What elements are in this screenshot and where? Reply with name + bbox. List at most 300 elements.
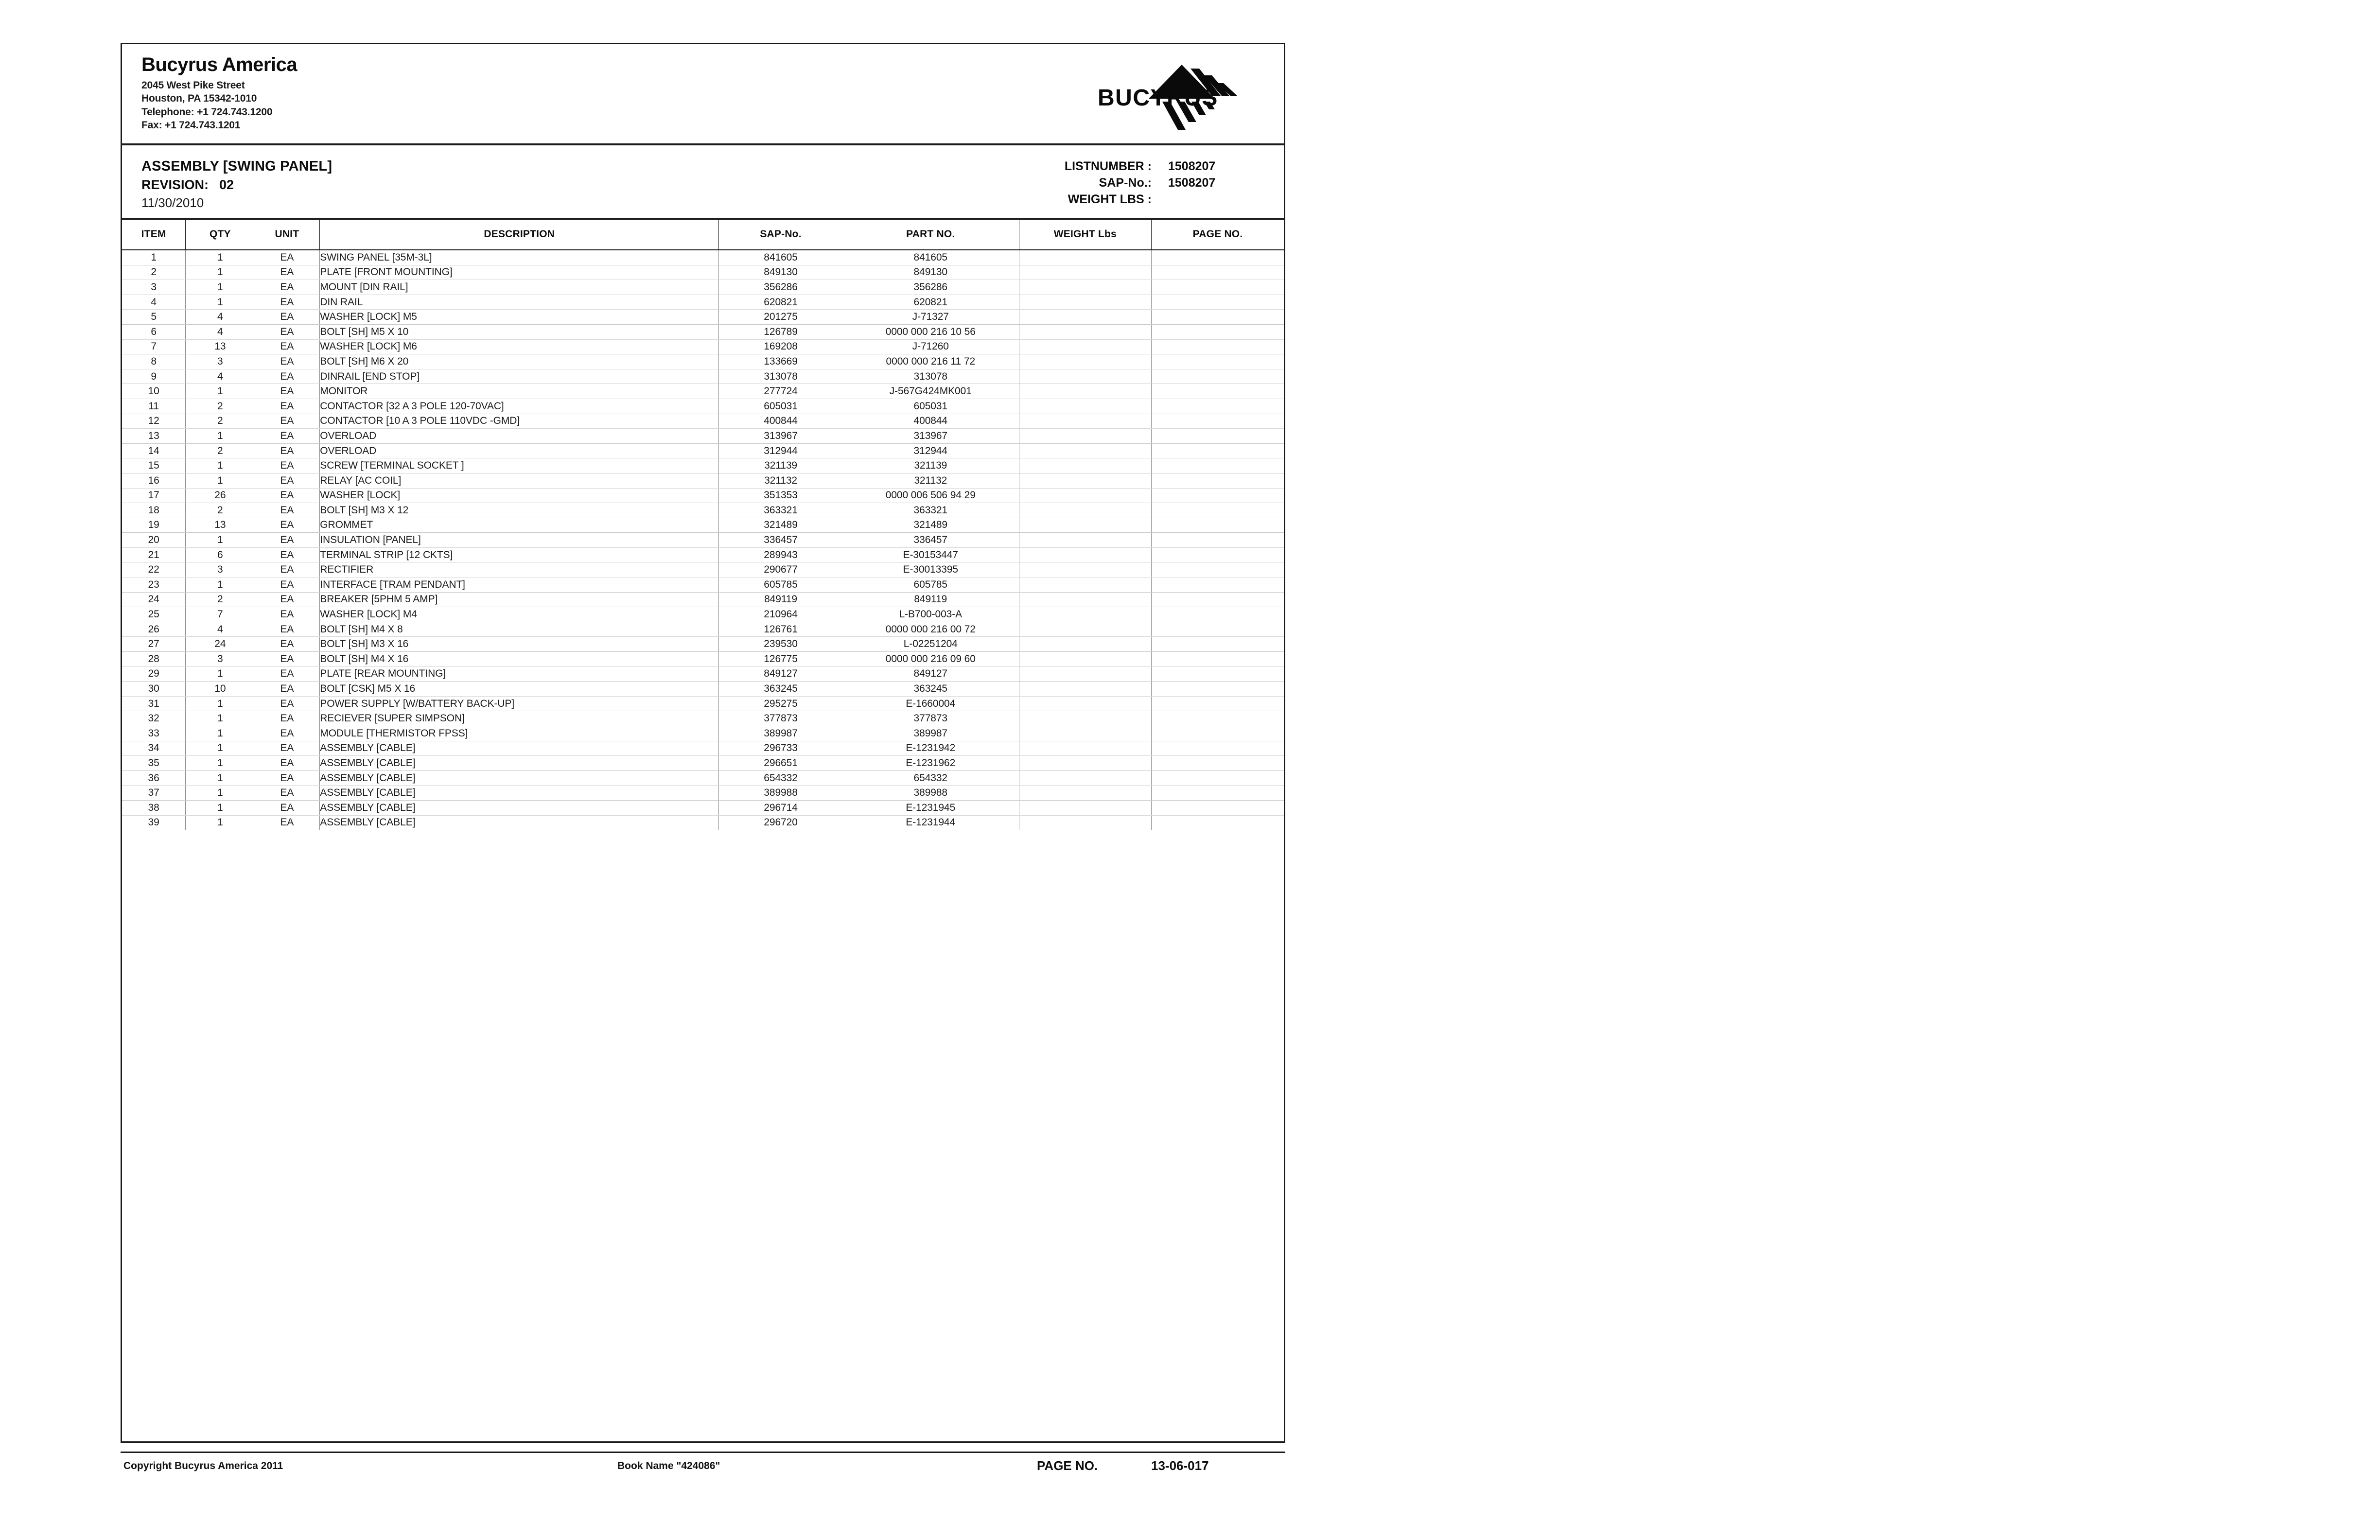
table-row bbox=[122, 711, 1284, 726]
cell-unit: EA bbox=[254, 666, 319, 682]
cell-page-no bbox=[1152, 726, 1284, 741]
cell-sap-no: 312944 bbox=[719, 443, 842, 458]
cell-description: BOLT [SH] M3 X 16 bbox=[320, 637, 719, 652]
cell-page-no bbox=[1152, 696, 1284, 711]
cell-item: 25 bbox=[122, 607, 186, 622]
cell-part-no: 321489 bbox=[842, 518, 1019, 533]
table-row bbox=[122, 265, 1284, 280]
cell-page-no bbox=[1152, 533, 1284, 548]
cell-item: 31 bbox=[122, 696, 186, 711]
cell-unit: EA bbox=[254, 384, 319, 399]
cell-unit: EA bbox=[254, 682, 319, 697]
table-row bbox=[122, 250, 1284, 265]
title-block bbox=[122, 145, 1284, 218]
table-header-row bbox=[122, 219, 1284, 250]
cell-page-no bbox=[1152, 815, 1284, 830]
cell-part-no: J-71327 bbox=[842, 310, 1019, 325]
cell-qty: 1 bbox=[186, 429, 255, 444]
cell-qty: 1 bbox=[186, 741, 255, 756]
cell-sap-no: 363245 bbox=[719, 682, 842, 697]
cell-item: 17 bbox=[122, 488, 186, 503]
cell-sap-no: 654332 bbox=[719, 770, 842, 786]
column-header-qty: QTY bbox=[186, 219, 255, 250]
cell-weight bbox=[1019, 429, 1151, 444]
page-no-value: 13-06-017 bbox=[1151, 1458, 1209, 1473]
cell-weight bbox=[1019, 666, 1151, 682]
cell-qty: 1 bbox=[186, 786, 255, 801]
cell-description: BOLT [SH] M4 X 16 bbox=[320, 652, 719, 667]
issue-date: 11/30/2010 bbox=[141, 195, 204, 210]
cell-qty: 24 bbox=[186, 637, 255, 652]
cell-qty: 1 bbox=[186, 578, 255, 593]
cell-description: WASHER [LOCK] M5 bbox=[320, 310, 719, 325]
cell-unit: EA bbox=[254, 786, 319, 801]
cell-unit: EA bbox=[254, 696, 319, 711]
cell-item: 39 bbox=[148, 817, 159, 828]
table-row bbox=[122, 458, 1284, 473]
table-row bbox=[122, 295, 1284, 310]
cell-page-no bbox=[1152, 637, 1284, 652]
cell-page-no bbox=[1152, 503, 1284, 518]
cell-weight bbox=[1019, 265, 1151, 280]
cell-item: 10 bbox=[122, 384, 186, 399]
table-row bbox=[122, 770, 1284, 786]
page-no-label: PAGE NO. bbox=[1037, 1458, 1098, 1473]
cell-weight bbox=[1019, 770, 1151, 786]
cell-unit: EA bbox=[254, 652, 319, 667]
cell-part-no: 389987 bbox=[842, 726, 1019, 741]
cell-item: 11 bbox=[122, 399, 186, 414]
cell-unit: EA bbox=[254, 547, 319, 562]
cell-sap-no: 605785 bbox=[719, 578, 842, 593]
table-row bbox=[122, 310, 1284, 325]
cell-item: 28 bbox=[122, 652, 186, 667]
table-row bbox=[122, 666, 1284, 682]
cell-unit: EA bbox=[254, 518, 319, 533]
cell-unit: EA bbox=[254, 711, 319, 726]
cell-weight bbox=[1019, 741, 1151, 756]
cell-part-no: 321132 bbox=[842, 473, 1019, 488]
revision-row bbox=[141, 176, 332, 193]
table-row bbox=[122, 414, 1284, 429]
cell-unit: EA bbox=[254, 399, 319, 414]
cell-item: 12 bbox=[122, 414, 186, 429]
cell-item: 6 bbox=[122, 324, 186, 339]
company-street: 2045 West Pike Street bbox=[141, 80, 245, 91]
cell-description: OVERLOAD bbox=[320, 429, 719, 444]
cell-qty: 1 bbox=[186, 533, 255, 548]
cell-qty: 2 bbox=[186, 503, 255, 518]
table-row bbox=[122, 324, 1284, 339]
cell-page-no bbox=[1152, 473, 1284, 488]
cell-sap-no: 605031 bbox=[719, 399, 842, 414]
parts-list-page bbox=[121, 43, 1287, 1491]
cell-description: INTERFACE [TRAM PENDANT] bbox=[320, 578, 719, 593]
cell-page-no bbox=[1152, 770, 1284, 786]
table-row bbox=[122, 429, 1284, 444]
cell-weight bbox=[1019, 458, 1151, 473]
cell-weight bbox=[1019, 533, 1151, 548]
cell-qty: 3 bbox=[186, 652, 255, 667]
cell-part-no: 377873 bbox=[842, 711, 1019, 726]
cell-part-no: 0000 000 216 10 56 bbox=[842, 324, 1019, 339]
cell-weight bbox=[1019, 786, 1151, 801]
column-header-part-no: PART NO. bbox=[842, 219, 1019, 250]
cell-sap-no: 321132 bbox=[719, 473, 842, 488]
revision-value: 02 bbox=[219, 177, 234, 192]
cell-item: 38 bbox=[122, 800, 186, 815]
table-row bbox=[122, 399, 1284, 414]
cell-sap-no: 620821 bbox=[719, 295, 842, 310]
cell-item: 19 bbox=[122, 518, 186, 533]
cell-part-no: L-02251204 bbox=[842, 637, 1019, 652]
cell-sap-no: 336457 bbox=[719, 533, 842, 548]
cell-part-no: E-30153447 bbox=[842, 547, 1019, 562]
cell-sap-no: 289943 bbox=[719, 547, 842, 562]
cell-page-no bbox=[1152, 652, 1284, 667]
cell-unit: EA bbox=[254, 800, 319, 815]
listnumber-row bbox=[910, 158, 1260, 175]
cell-page-no bbox=[1152, 310, 1284, 325]
cell-description: INSULATION [PANEL] bbox=[320, 533, 719, 548]
cell-weight bbox=[1019, 815, 1151, 830]
cell-unit: EA bbox=[254, 310, 319, 325]
cell-page-no bbox=[1152, 756, 1284, 771]
cell-description: SCREW [TERMINAL SOCKET ] bbox=[320, 458, 719, 473]
cell-item: 24 bbox=[122, 592, 186, 607]
cell-weight bbox=[1019, 547, 1151, 562]
company-telephone: Telephone: +1 724.743.1200 bbox=[141, 106, 273, 118]
column-header-item: ITEM bbox=[122, 219, 186, 250]
cell-weight bbox=[1019, 637, 1151, 652]
cell-part-no: 321139 bbox=[842, 458, 1019, 473]
table-row bbox=[122, 547, 1284, 562]
cell-weight bbox=[1019, 756, 1151, 771]
cell-item: 13 bbox=[122, 429, 186, 444]
cell-item: 21 bbox=[122, 547, 186, 562]
bucyrus-diamond-logo-icon bbox=[1095, 61, 1256, 134]
table-row bbox=[122, 622, 1284, 637]
company-address-block bbox=[141, 55, 297, 132]
cell-sap-no: 169208 bbox=[719, 339, 842, 354]
cell-sap-no: 295275 bbox=[719, 696, 842, 711]
cell-unit: EA bbox=[254, 473, 319, 488]
column-header-sap-no: SAP-No. bbox=[719, 219, 842, 250]
cell-qty: 10 bbox=[186, 682, 255, 697]
cell-part-no: E-1231944 bbox=[842, 815, 1019, 830]
cell-description: CONTACTOR [10 A 3 POLE 110VDC -GMD] bbox=[320, 414, 719, 429]
cell-part-no: 849130 bbox=[842, 265, 1019, 280]
copyright-notice: Copyright Bucyrus America 2011 bbox=[123, 1460, 283, 1471]
table-row bbox=[122, 607, 1284, 622]
cell-description: ASSEMBLY [CABLE] bbox=[320, 800, 719, 815]
cell-page-no bbox=[1152, 324, 1284, 339]
table-row bbox=[122, 339, 1284, 354]
cell-weight bbox=[1019, 339, 1151, 354]
cell-item: 26 bbox=[122, 622, 186, 637]
table-row bbox=[122, 503, 1284, 518]
cell-qty: 1 bbox=[186, 295, 255, 310]
cell-part-no: 389988 bbox=[842, 786, 1019, 801]
cell-qty: 1 bbox=[186, 800, 255, 815]
cell-weight bbox=[1019, 682, 1151, 697]
cell-page-no bbox=[1152, 800, 1284, 815]
cell-sap-no: 389987 bbox=[719, 726, 842, 741]
table-row bbox=[122, 384, 1284, 399]
cell-unit: EA bbox=[254, 250, 319, 265]
cell-item: 2 bbox=[122, 265, 186, 280]
cell-item: 3 bbox=[122, 280, 186, 295]
table-row bbox=[122, 443, 1284, 458]
cell-page-no bbox=[1152, 399, 1284, 414]
svg-text:BUCYRUS: BUCYRUS bbox=[1098, 85, 1218, 111]
cell-unit: EA bbox=[254, 443, 319, 458]
cell-page-no bbox=[1152, 786, 1284, 801]
cell-qty: 2 bbox=[186, 592, 255, 607]
cell-unit: EA bbox=[254, 488, 319, 503]
cell-sap-no: 201275 bbox=[719, 310, 842, 325]
cell-unit: EA bbox=[254, 280, 319, 295]
cell-qty: 1 bbox=[186, 770, 255, 786]
cell-description: ASSEMBLY [CABLE] bbox=[320, 770, 719, 786]
cell-item: 15 bbox=[122, 458, 186, 473]
table-row bbox=[122, 473, 1284, 488]
listnumber-label: LISTNUMBER : bbox=[1064, 159, 1152, 173]
cell-unit: EA bbox=[254, 592, 319, 607]
cell-weight bbox=[1019, 384, 1151, 399]
cell-item: 16 bbox=[122, 473, 186, 488]
cell-page-no bbox=[1152, 711, 1284, 726]
cell-part-no: 0000 006 506 94 29 bbox=[842, 488, 1019, 503]
cell-sap-no: 849127 bbox=[719, 666, 842, 682]
cell-unit: EA bbox=[254, 295, 319, 310]
cell-item: 1 bbox=[122, 250, 186, 265]
cell-part-no: E-1231945 bbox=[842, 800, 1019, 815]
company-name: Bucyrus America bbox=[141, 54, 298, 75]
cell-weight bbox=[1019, 578, 1151, 593]
table-row bbox=[122, 696, 1284, 711]
cell-description: RECIEVER [SUPER SIMPSON] bbox=[320, 711, 719, 726]
cell-sap-no: 849119 bbox=[719, 592, 842, 607]
cell-weight bbox=[1019, 800, 1151, 815]
cell-page-no bbox=[1152, 607, 1284, 622]
cell-weight bbox=[1019, 443, 1151, 458]
cell-description: RELAY [AC COIL] bbox=[320, 473, 719, 488]
table-row bbox=[122, 518, 1284, 533]
cell-item: 18 bbox=[122, 503, 186, 518]
cell-qty: 1 bbox=[186, 666, 255, 682]
cell-page-no bbox=[1152, 369, 1284, 384]
cell-page-no bbox=[1152, 666, 1284, 682]
cell-item: 14 bbox=[122, 443, 186, 458]
cell-unit: EA bbox=[254, 622, 319, 637]
table-row bbox=[122, 637, 1284, 652]
cell-weight bbox=[1019, 295, 1151, 310]
cell-qty: 4 bbox=[186, 369, 255, 384]
parts-table-wrap bbox=[122, 218, 1284, 830]
cell-description: WASHER [LOCK] bbox=[320, 488, 719, 503]
column-header-weight-lbs: WEIGHT Lbs bbox=[1019, 219, 1151, 250]
cell-description: ASSEMBLY [CABLE] bbox=[320, 815, 719, 830]
cell-description: POWER SUPPLY [W/BATTERY BACK-UP] bbox=[320, 696, 719, 711]
cell-weight bbox=[1019, 607, 1151, 622]
parts-table bbox=[122, 218, 1284, 830]
cell-unit: EA bbox=[254, 339, 319, 354]
cell-weight bbox=[1019, 592, 1151, 607]
cell-weight bbox=[1019, 354, 1151, 369]
cell-qty: 1 bbox=[186, 458, 255, 473]
cell-item: 7 bbox=[122, 339, 186, 354]
cell-description: WASHER [LOCK] M6 bbox=[320, 339, 719, 354]
cell-qty: 3 bbox=[186, 562, 255, 578]
cell-part-no: 0000 000 216 11 72 bbox=[842, 354, 1019, 369]
cell-part-no: L-B700-003-A bbox=[842, 607, 1019, 622]
cell-part-no: 312944 bbox=[842, 443, 1019, 458]
cell-part-no: 336457 bbox=[842, 533, 1019, 548]
cell-qty: 2 bbox=[186, 443, 255, 458]
cell-weight bbox=[1019, 562, 1151, 578]
table-row bbox=[122, 592, 1284, 607]
cell-part-no: 605031 bbox=[842, 399, 1019, 414]
cell-page-no bbox=[1152, 443, 1284, 458]
cell-unit: EA bbox=[254, 414, 319, 429]
company-fax: Fax: +1 724.743.1201 bbox=[141, 119, 241, 131]
cell-weight bbox=[1019, 250, 1151, 265]
table-row bbox=[122, 562, 1284, 578]
cell-qty: 4 bbox=[186, 324, 255, 339]
cell-page-no bbox=[1152, 280, 1284, 295]
cell-page-no bbox=[1152, 547, 1284, 562]
cell-unit: EA bbox=[254, 770, 319, 786]
cell-sap-no: 133669 bbox=[719, 354, 842, 369]
cell-page-no bbox=[1152, 339, 1284, 354]
cell-weight bbox=[1019, 711, 1151, 726]
cell-part-no: 363321 bbox=[842, 503, 1019, 518]
cell-part-no: E-30013395 bbox=[842, 562, 1019, 578]
cell-qty: 1 bbox=[186, 280, 255, 295]
cell-weight bbox=[1019, 473, 1151, 488]
cell-part-no: 0000 000 216 09 60 bbox=[842, 652, 1019, 667]
cell-description: TERMINAL STRIP [12 CKTS] bbox=[320, 547, 719, 562]
cell-description: GROMMET bbox=[320, 518, 719, 533]
table-row bbox=[122, 533, 1284, 548]
cell-item: 35 bbox=[122, 756, 186, 771]
cell-weight bbox=[1019, 726, 1151, 741]
cell-unit: EA bbox=[254, 562, 319, 578]
listnumber-value: 1508207 bbox=[1168, 159, 1216, 173]
cell-part-no: 849127 bbox=[842, 666, 1019, 682]
cell-weight bbox=[1019, 324, 1151, 339]
cell-page-no bbox=[1152, 429, 1284, 444]
cell-item: 32 bbox=[122, 711, 186, 726]
cell-page-no bbox=[1152, 354, 1284, 369]
table-row bbox=[122, 815, 1284, 830]
table-row bbox=[122, 741, 1284, 756]
cell-weight bbox=[1019, 414, 1151, 429]
cell-sap-no: 389988 bbox=[719, 786, 842, 801]
table-row bbox=[122, 786, 1284, 801]
cell-sap-no: 126789 bbox=[719, 324, 842, 339]
cell-part-no: 313967 bbox=[842, 429, 1019, 444]
footer-divider bbox=[121, 1452, 1285, 1453]
column-header-page-no: PAGE NO. bbox=[1152, 219, 1284, 250]
cell-sap-no: 126775 bbox=[719, 652, 842, 667]
cell-qty: 1 bbox=[186, 473, 255, 488]
cell-unit: EA bbox=[254, 533, 319, 548]
cell-weight bbox=[1019, 622, 1151, 637]
cell-part-no: 620821 bbox=[842, 295, 1019, 310]
cell-page-no bbox=[1152, 265, 1284, 280]
cell-unit: EA bbox=[254, 354, 319, 369]
weight-row bbox=[910, 191, 1260, 208]
cell-unit: EA bbox=[254, 741, 319, 756]
cell-description: MONITOR bbox=[320, 384, 719, 399]
cell-item: 8 bbox=[122, 354, 186, 369]
cell-unit: EA bbox=[254, 756, 319, 771]
cell-unit: EA bbox=[254, 265, 319, 280]
cell-sap-no: 356286 bbox=[719, 280, 842, 295]
cell-part-no: 363245 bbox=[842, 682, 1019, 697]
table-row bbox=[122, 280, 1284, 295]
company-city-state-zip: Houston, PA 15342-1010 bbox=[141, 93, 257, 105]
cell-sap-no: 849130 bbox=[719, 265, 842, 280]
cell-page-no bbox=[1152, 578, 1284, 593]
cell-description: ASSEMBLY [CABLE] bbox=[320, 786, 719, 801]
cell-page-no bbox=[1152, 295, 1284, 310]
cell-sap-no: 296720 bbox=[764, 817, 798, 828]
cell-qty: 2 bbox=[186, 414, 255, 429]
table-row bbox=[122, 682, 1284, 697]
table-row bbox=[122, 756, 1284, 771]
cell-item: 27 bbox=[122, 637, 186, 652]
cell-part-no: 356286 bbox=[842, 280, 1019, 295]
cell-qty: 1 bbox=[186, 265, 255, 280]
parts-table-body bbox=[122, 250, 1284, 830]
cell-part-no: 313078 bbox=[842, 369, 1019, 384]
cell-unit: EA bbox=[254, 503, 319, 518]
cell-sap-no: 210964 bbox=[719, 607, 842, 622]
revision-label: REVISION: bbox=[141, 177, 209, 192]
cell-description: BOLT [SH] M5 X 10 bbox=[320, 324, 719, 339]
cell-qty: 1 bbox=[186, 726, 255, 741]
cell-weight bbox=[1019, 652, 1151, 667]
cell-qty: 1 bbox=[186, 756, 255, 771]
form-frame bbox=[121, 43, 1285, 1443]
cell-sap-no: 321139 bbox=[719, 458, 842, 473]
cell-description: DINRAIL [END STOP] bbox=[320, 369, 719, 384]
table-row bbox=[122, 800, 1284, 815]
cell-part-no: 605785 bbox=[842, 578, 1019, 593]
cell-page-no bbox=[1152, 518, 1284, 533]
cell-page-no bbox=[1152, 592, 1284, 607]
sapno-label: SAP-No.: bbox=[1099, 176, 1152, 190]
cell-sap-no: 400844 bbox=[719, 414, 842, 429]
cell-sap-no: 377873 bbox=[719, 711, 842, 726]
cell-description: BREAKER [5PHM 5 AMP] bbox=[320, 592, 719, 607]
cell-sap-no: 126761 bbox=[719, 622, 842, 637]
table-row bbox=[122, 354, 1284, 369]
cell-description: RECTIFIER bbox=[320, 562, 719, 578]
cell-part-no: 849119 bbox=[842, 592, 1019, 607]
cell-sap-no: 277724 bbox=[719, 384, 842, 399]
cell-unit: EA bbox=[280, 817, 294, 828]
column-header-unit: UNIT bbox=[254, 219, 319, 250]
cell-page-no bbox=[1152, 458, 1284, 473]
cell-unit: EA bbox=[254, 458, 319, 473]
cell-qty: 6 bbox=[186, 547, 255, 562]
table-row bbox=[122, 578, 1284, 593]
table-row bbox=[122, 488, 1284, 503]
